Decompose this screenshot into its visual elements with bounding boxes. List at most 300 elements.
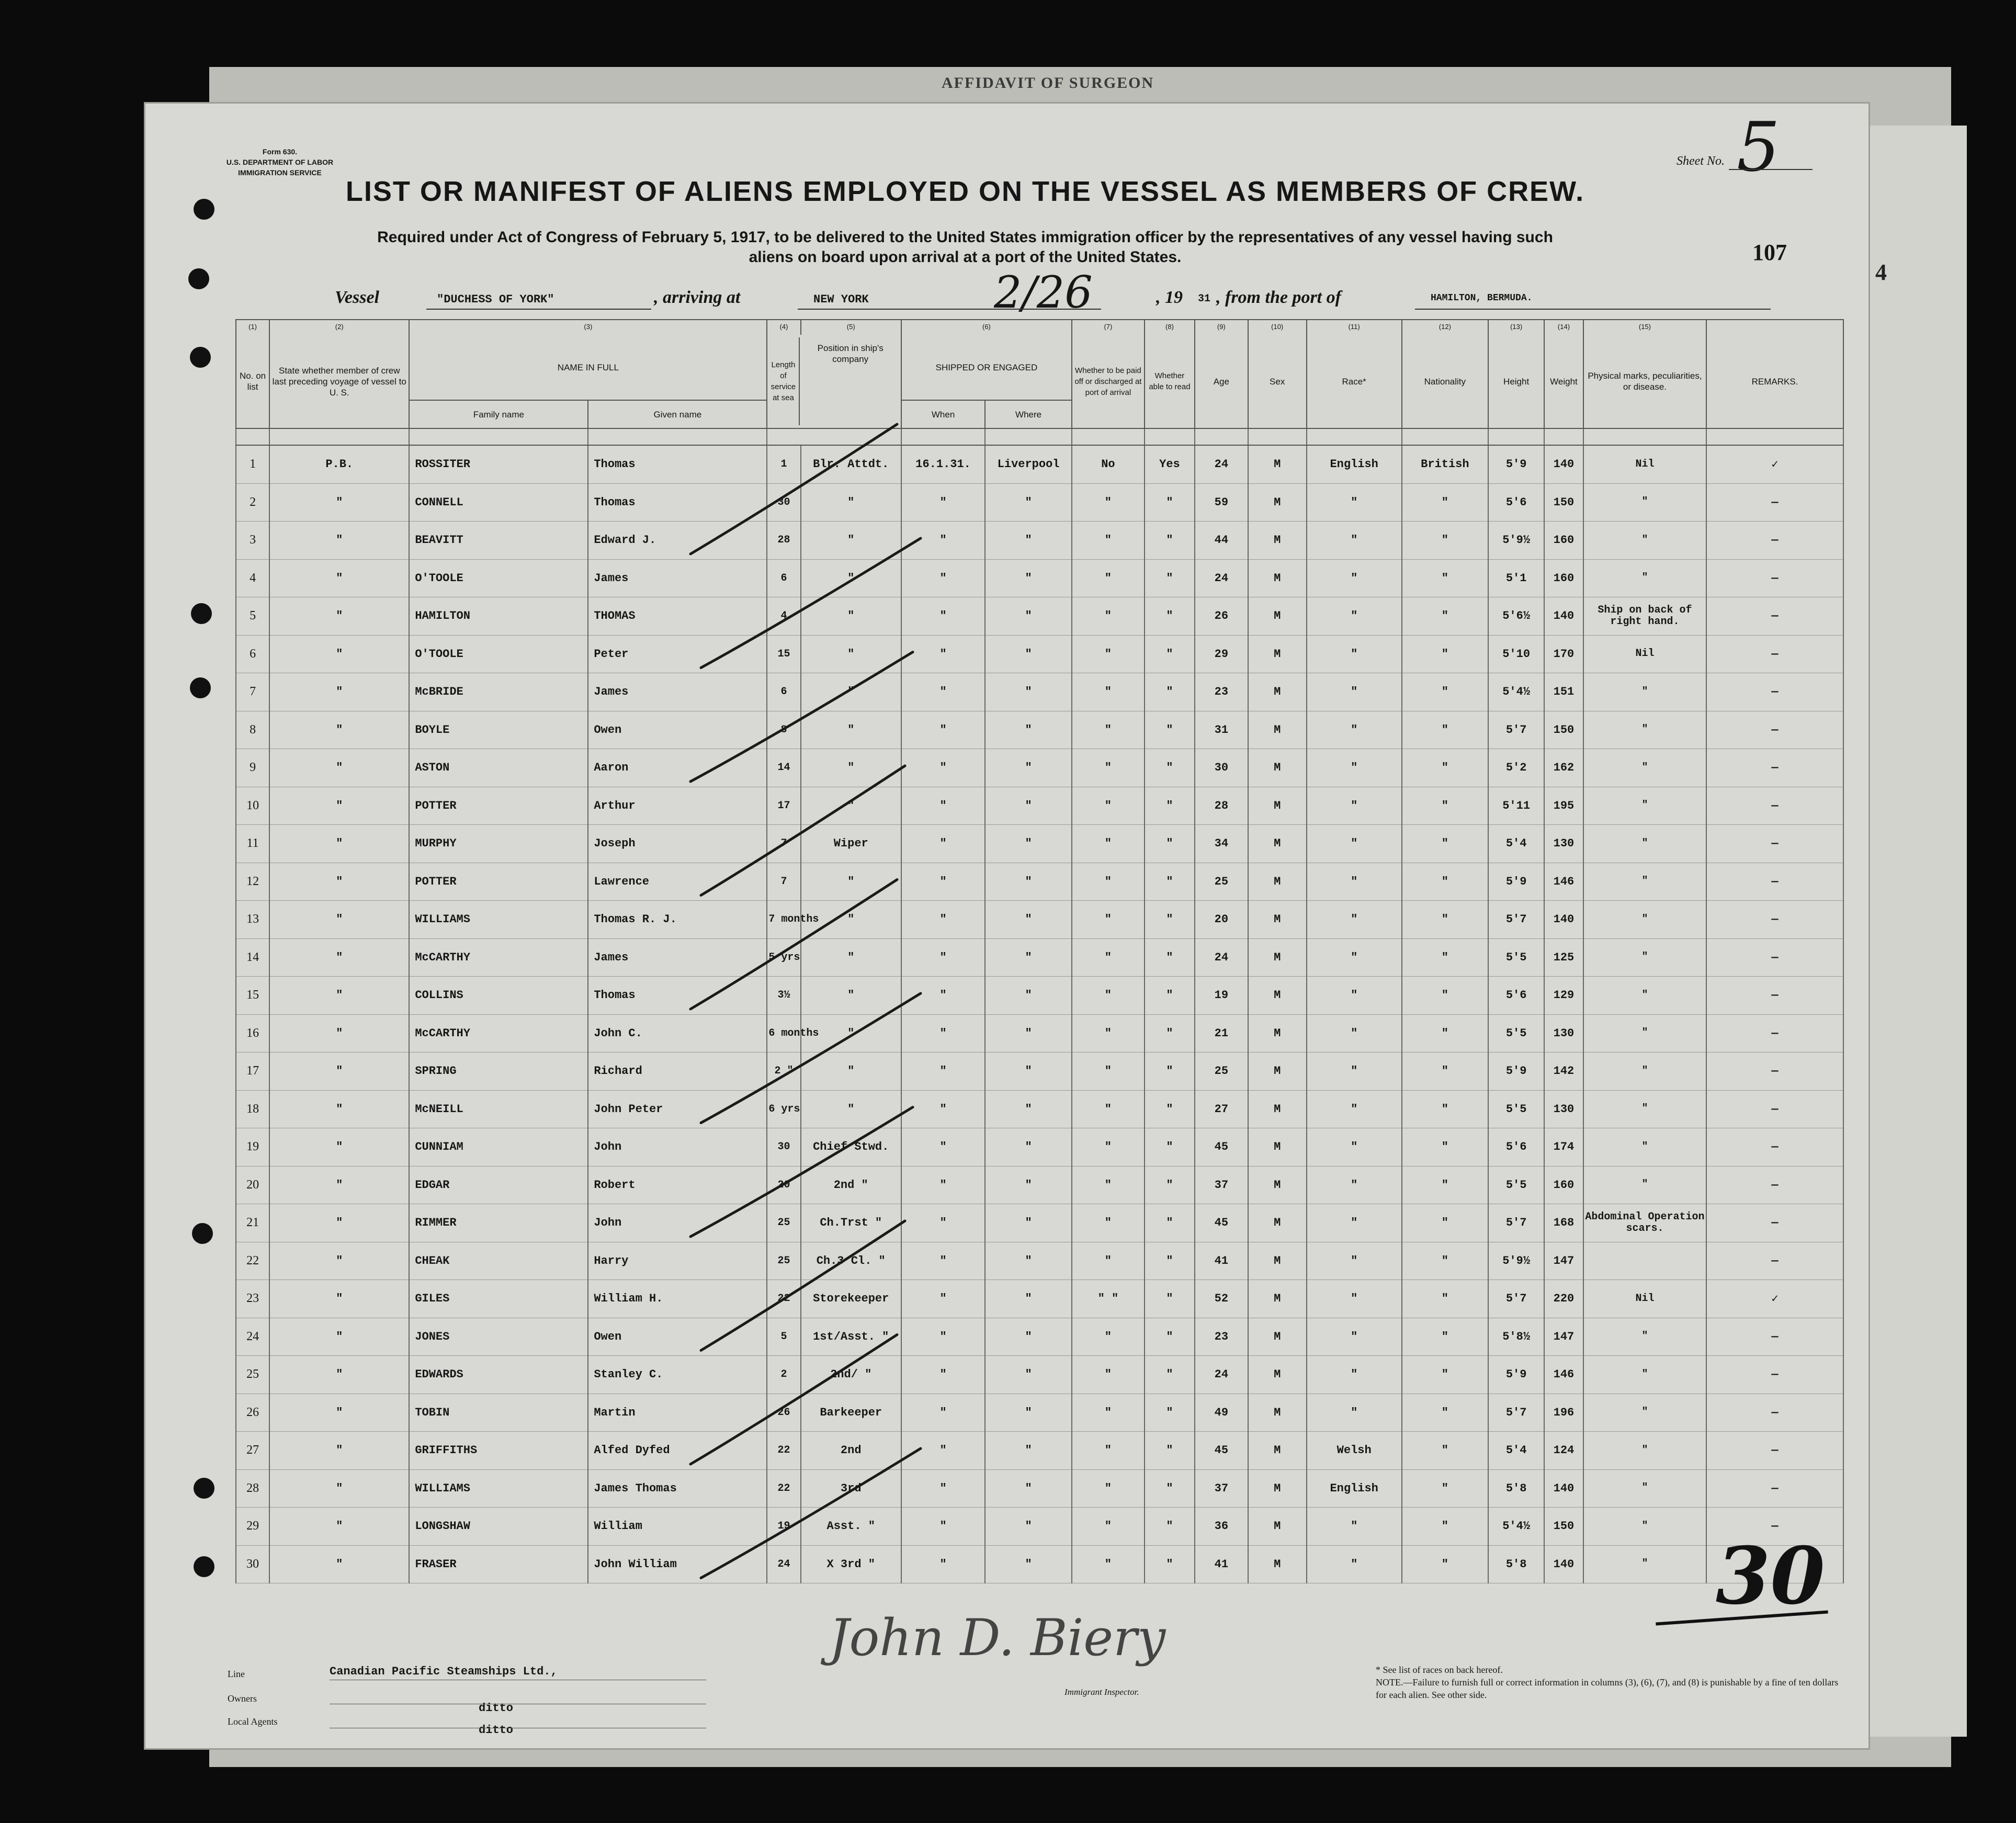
table-row	[236, 711, 1843, 749]
col-num-9: (9)	[1195, 320, 1248, 335]
underlying-page-header: AFFIDAVIT OF SURGEON	[942, 74, 1154, 92]
cell-remarks: —	[1706, 1318, 1843, 1356]
cell-read: "	[1145, 787, 1195, 825]
cell-read: "	[1145, 977, 1195, 1015]
cell-no: 8	[236, 711, 269, 749]
sheet-number-label: Sheet No.	[1677, 154, 1725, 168]
cell-race: English	[1307, 445, 1402, 483]
cell-length: 7	[767, 825, 800, 863]
service-name: IMMIGRATION SERVICE	[238, 168, 322, 177]
cell-weight: 130	[1544, 825, 1583, 863]
cell-read: "	[1145, 522, 1195, 560]
cell-where: "	[985, 1014, 1072, 1052]
cell-where: "	[985, 863, 1072, 901]
col-num-12: (12)	[1402, 320, 1489, 335]
cell-where: "	[985, 483, 1072, 522]
cell-given: Thomas	[588, 977, 767, 1015]
cell-weight: 130	[1544, 1014, 1583, 1052]
cell-paid: "	[1072, 559, 1145, 597]
cell-weight: 160	[1544, 522, 1583, 560]
cell-where: "	[985, 1204, 1072, 1242]
header-age: Age	[1195, 335, 1248, 428]
cell-physical: "	[1583, 977, 1706, 1015]
local-agents-value: ditto	[479, 1724, 514, 1737]
cell-race: "	[1307, 522, 1402, 560]
cell-no: 30	[236, 1545, 269, 1583]
cell-paid: "	[1072, 1204, 1145, 1242]
cell-no: 4	[236, 559, 269, 597]
col-num-remarks	[1706, 320, 1843, 335]
cell-where: "	[985, 711, 1072, 749]
cell-race: "	[1307, 673, 1402, 711]
cell-sex: M	[1248, 863, 1307, 901]
cell-physical: "	[1583, 559, 1706, 597]
header-race: Race*	[1307, 335, 1402, 428]
gap-cell	[1307, 428, 1402, 445]
cell-nationality: "	[1402, 1128, 1489, 1167]
cell-position: 3rd	[801, 1469, 901, 1508]
cell-sex: M	[1248, 559, 1307, 597]
punch-hole	[194, 1478, 214, 1499]
cell-state: "	[269, 1508, 409, 1546]
cell-family: POTTER	[409, 787, 588, 825]
cell-age: 24	[1195, 938, 1248, 977]
cell-remarks: —	[1706, 787, 1843, 825]
cell-height: 5'4½	[1488, 673, 1544, 711]
cell-race: Welsh	[1307, 1432, 1402, 1470]
cell-sex: M	[1248, 1508, 1307, 1546]
cell-where: "	[985, 522, 1072, 560]
header-length-position	[767, 335, 901, 428]
header-sex: Sex	[1248, 335, 1307, 428]
cell-read: "	[1145, 483, 1195, 522]
cell-age: 52	[1195, 1280, 1248, 1318]
cell-where: "	[985, 749, 1072, 787]
from-port-label: , from the port of	[1216, 288, 1341, 307]
cell-given: James	[588, 938, 767, 977]
cell-age: 23	[1195, 673, 1248, 711]
cell-state: "	[269, 1242, 409, 1280]
cell-length: 30	[767, 483, 800, 522]
table-row	[236, 1394, 1843, 1432]
cell-nationality: "	[1402, 901, 1489, 939]
cell-nationality: British	[1402, 445, 1489, 483]
cell-length: 28	[767, 522, 800, 560]
cell-where: "	[985, 938, 1072, 977]
cell-when: "	[901, 825, 985, 863]
cell-where: "	[985, 901, 1072, 939]
cell-remarks: —	[1706, 1242, 1843, 1280]
cell-age: 37	[1195, 1469, 1248, 1508]
vessel-name: "DUCHESS OF YORK"	[437, 293, 554, 306]
vessel-underline	[426, 309, 651, 310]
cell-length: 6 months	[767, 1014, 800, 1052]
cell-length: 25	[767, 1242, 800, 1280]
vessel-label: Vessel	[335, 288, 379, 307]
header-length-of-service: Length of service at sea	[767, 337, 800, 425]
table-row	[236, 1508, 1843, 1546]
cell-nationality: "	[1402, 522, 1489, 560]
cell-paid: "	[1072, 749, 1145, 787]
cell-when: "	[901, 673, 985, 711]
cell-sex: M	[1248, 749, 1307, 787]
col-num-15: (15)	[1583, 320, 1706, 335]
cell-when: "	[901, 635, 985, 673]
cell-where: "	[985, 635, 1072, 673]
cell-paid: "	[1072, 1356, 1145, 1394]
manifest-subtitle	[316, 228, 1614, 267]
gap-cell	[1402, 428, 1489, 445]
cell-state: "	[269, 825, 409, 863]
cell-read: "	[1145, 1090, 1195, 1128]
cell-state: "	[269, 1394, 409, 1432]
cell-weight: 125	[1544, 938, 1583, 977]
cell-remarks: —	[1706, 597, 1843, 636]
cell-where: "	[985, 1052, 1072, 1091]
header-physical-marks: Physical marks, peculiarities, or disease.	[1583, 335, 1706, 428]
cell-race: "	[1307, 1128, 1402, 1167]
cell-sex: M	[1248, 1432, 1307, 1470]
cell-age: 31	[1195, 711, 1248, 749]
cell-family: McBRIDE	[409, 673, 588, 711]
cell-nationality: "	[1402, 673, 1489, 711]
cell-family: BOYLE	[409, 711, 588, 749]
arrival-date: 2/26	[994, 267, 1093, 318]
cell-age: 34	[1195, 825, 1248, 863]
cell-sex: M	[1248, 901, 1307, 939]
cell-state: "	[269, 1280, 409, 1318]
cell-age: 24	[1195, 1356, 1248, 1394]
cell-race: "	[1307, 1090, 1402, 1128]
cell-read: "	[1145, 938, 1195, 977]
cell-length: 17	[767, 787, 800, 825]
cell-family: GILES	[409, 1280, 588, 1318]
col-num-3: (3)	[409, 320, 767, 335]
cell-weight: 195	[1544, 787, 1583, 825]
cell-height: 5'9	[1488, 863, 1544, 901]
cell-when: "	[901, 1545, 985, 1583]
cell-no: 27	[236, 1432, 269, 1470]
cell-weight: 130	[1544, 1090, 1583, 1128]
gap-cell	[409, 428, 588, 445]
cell-read: "	[1145, 1204, 1195, 1242]
cell-length: 7	[767, 863, 800, 901]
cell-given: James	[588, 673, 767, 711]
cell-paid: "	[1072, 1394, 1145, 1432]
table-row	[236, 1014, 1843, 1052]
cell-paid: "	[1072, 1090, 1145, 1128]
cell-length: 5 yrs	[767, 938, 800, 977]
arriving-port: NEW YORK	[813, 293, 869, 306]
cell-length: 20	[767, 1166, 800, 1204]
cell-weight: 220	[1544, 1280, 1583, 1318]
manifest-sheet	[144, 102, 1870, 1750]
cell-sex: M	[1248, 483, 1307, 522]
header-height: Height	[1488, 335, 1544, 428]
cell-no: 17	[236, 1052, 269, 1091]
cell-sex: M	[1248, 1242, 1307, 1280]
cell-when: "	[901, 1052, 985, 1091]
cell-weight: 140	[1544, 1469, 1583, 1508]
cell-state: "	[269, 1052, 409, 1091]
cell-sex: M	[1248, 1356, 1307, 1394]
cell-where: "	[985, 1280, 1072, 1318]
cell-paid: "	[1072, 977, 1145, 1015]
cell-read: "	[1145, 863, 1195, 901]
cell-race: "	[1307, 787, 1402, 825]
cell-family: WILLIAMS	[409, 901, 588, 939]
cell-when: "	[901, 711, 985, 749]
cell-where: "	[985, 1469, 1072, 1508]
cell-race: "	[1307, 559, 1402, 597]
cell-read: "	[1145, 1242, 1195, 1280]
cell-position: "	[801, 938, 901, 977]
cell-remarks: —	[1706, 711, 1843, 749]
cell-age: 24	[1195, 559, 1248, 597]
cell-race: "	[1307, 1166, 1402, 1204]
cell-read: "	[1145, 749, 1195, 787]
cell-position: "	[801, 673, 901, 711]
cell-given: Aaron	[588, 749, 767, 787]
cell-nationality: "	[1402, 1090, 1489, 1128]
cell-position: "	[801, 749, 901, 787]
subtitle-line-2: aliens on board upon arrival at a port of the United States.	[749, 248, 1182, 266]
cell-sex: M	[1248, 635, 1307, 673]
col-num-8: (8)	[1145, 320, 1195, 335]
cell-no: 3	[236, 522, 269, 560]
cell-age: 45	[1195, 1432, 1248, 1470]
cell-when: "	[901, 1394, 985, 1432]
cell-position: 2nd	[801, 1432, 901, 1470]
cell-read: "	[1145, 559, 1195, 597]
cell-weight: 150	[1544, 483, 1583, 522]
cell-no: 28	[236, 1469, 269, 1508]
cell-when: "	[901, 1469, 985, 1508]
cell-length: 22	[767, 1280, 800, 1318]
cell-weight: 142	[1544, 1052, 1583, 1091]
cell-state: "	[269, 1469, 409, 1508]
cell-sex: M	[1248, 787, 1307, 825]
gap-cell	[1544, 428, 1583, 445]
cell-position: "	[801, 559, 901, 597]
cell-family: JONES	[409, 1318, 588, 1356]
cell-given: James Thomas	[588, 1469, 767, 1508]
cell-length: 1	[767, 445, 800, 483]
cell-where: "	[985, 1318, 1072, 1356]
cell-where: "	[985, 1545, 1072, 1583]
cell-physical: "	[1583, 1052, 1706, 1091]
cell-remarks: —	[1706, 483, 1843, 522]
cell-physical: "	[1583, 825, 1706, 863]
cell-nationality: "	[1402, 938, 1489, 977]
cell-height: 5'9½	[1488, 1242, 1544, 1280]
cell-paid: "	[1072, 1166, 1145, 1204]
cell-physical: Ship on back of right hand.	[1583, 597, 1706, 636]
cell-paid: "	[1072, 825, 1145, 863]
cell-no: 7	[236, 673, 269, 711]
cell-state: "	[269, 483, 409, 522]
cell-sex: M	[1248, 1280, 1307, 1318]
cell-paid: "	[1072, 673, 1145, 711]
cell-paid: "	[1072, 522, 1145, 560]
cell-height: 5'9½	[1488, 522, 1544, 560]
col-num-5: (5)	[801, 320, 901, 335]
cell-given: Peter	[588, 635, 767, 673]
cell-where: "	[985, 1432, 1072, 1470]
cell-state: "	[269, 673, 409, 711]
cell-where: "	[985, 977, 1072, 1015]
cell-length: 6 yrs	[767, 1090, 800, 1128]
cell-sex: M	[1248, 1090, 1307, 1128]
cell-sex: M	[1248, 1318, 1307, 1356]
cell-height: 5'9	[1488, 445, 1544, 483]
cell-family: EDWARDS	[409, 1356, 588, 1394]
cell-physical: "	[1583, 938, 1706, 977]
gap-cell	[1248, 428, 1307, 445]
cell-height: 5'11	[1488, 787, 1544, 825]
cell-paid: "	[1072, 1014, 1145, 1052]
cell-state: "	[269, 863, 409, 901]
cell-physical: "	[1583, 1318, 1706, 1356]
footer-note	[1376, 1663, 1847, 1701]
cell-sex: M	[1248, 1469, 1307, 1508]
cell-nationality: "	[1402, 483, 1489, 522]
table-row	[236, 1280, 1843, 1318]
cell-age: 20	[1195, 901, 1248, 939]
page-number: 107	[1752, 240, 1787, 265]
header-position: Position in ship's company	[817, 343, 884, 364]
cell-height: 5'8½	[1488, 1318, 1544, 1356]
cell-family: BEAVITT	[409, 522, 588, 560]
punch-hole	[192, 1223, 213, 1244]
table-row	[236, 938, 1843, 977]
col-num-10: (10)	[1248, 320, 1307, 335]
cell-physical: "	[1583, 1394, 1706, 1432]
table-row	[236, 635, 1843, 673]
table-row	[236, 1090, 1843, 1128]
cell-where: "	[985, 1508, 1072, 1546]
cell-remarks: —	[1706, 749, 1843, 787]
cell-height: 5'5	[1488, 1014, 1544, 1052]
year-prefix: , 19	[1156, 288, 1183, 307]
cell-weight: 160	[1544, 559, 1583, 597]
cell-family: McCARTHY	[409, 1014, 588, 1052]
inspector-label: Immigrant Inspector.	[1064, 1687, 1139, 1697]
cell-race: "	[1307, 597, 1402, 636]
punch-hole	[190, 347, 211, 368]
cell-height: 5'10	[1488, 635, 1544, 673]
cell-read: "	[1145, 1128, 1195, 1167]
cell-nationality: "	[1402, 1545, 1489, 1583]
cell-weight: 168	[1544, 1204, 1583, 1242]
cell-no: 1	[236, 445, 269, 483]
cell-given: John	[588, 1204, 767, 1242]
cell-read: "	[1145, 1545, 1195, 1583]
cell-length: 22	[767, 1469, 800, 1508]
cell-age: 41	[1195, 1242, 1248, 1280]
gap-cell	[901, 428, 985, 445]
cell-where: "	[985, 1356, 1072, 1394]
cell-height: 5'9	[1488, 1356, 1544, 1394]
cell-remarks: —	[1706, 863, 1843, 901]
cell-age: 37	[1195, 1166, 1248, 1204]
gap-cell	[985, 428, 1072, 445]
cell-where: Liverpool	[985, 445, 1072, 483]
cell-nationality: "	[1402, 559, 1489, 597]
cell-race: "	[1307, 1394, 1402, 1432]
cell-read: "	[1145, 1280, 1195, 1318]
cell-family: FRASER	[409, 1545, 588, 1583]
cell-given: Arthur	[588, 787, 767, 825]
cell-height: 5'6½	[1488, 597, 1544, 636]
table-row	[236, 863, 1843, 901]
punch-hole	[194, 1556, 214, 1577]
cell-family: EDGAR	[409, 1166, 588, 1204]
cell-state: "	[269, 749, 409, 787]
cell-family: McNEILL	[409, 1090, 588, 1128]
punch-hole	[188, 268, 209, 289]
cell-remarks: —	[1706, 1052, 1843, 1091]
gap-cell	[1145, 428, 1195, 445]
cell-length: 6	[767, 559, 800, 597]
cell-family: LONGSHAW	[409, 1508, 588, 1546]
col-num-4: (4)	[767, 320, 800, 335]
cell-age: 29	[1195, 635, 1248, 673]
cell-height: 5'4	[1488, 825, 1544, 863]
cell-nationality: "	[1402, 635, 1489, 673]
cell-position: 1st/Asst. "	[801, 1318, 901, 1356]
cell-race: "	[1307, 825, 1402, 863]
cell-position: "	[801, 901, 901, 939]
cell-nationality: "	[1402, 749, 1489, 787]
cell-when: "	[901, 977, 985, 1015]
cell-weight: 196	[1544, 1394, 1583, 1432]
cell-paid: "	[1072, 1508, 1145, 1546]
gap-cell	[1195, 428, 1248, 445]
table-row	[236, 1432, 1843, 1470]
cell-weight: 160	[1544, 1166, 1583, 1204]
cell-race: "	[1307, 1052, 1402, 1091]
from-port: HAMILTON, BERMUDA.	[1431, 293, 1533, 303]
header-shipped-engaged: SHIPPED OR ENGAGED	[901, 335, 1072, 400]
cell-read: "	[1145, 635, 1195, 673]
cell-physical: "	[1583, 863, 1706, 901]
cell-physical: "	[1583, 901, 1706, 939]
cell-weight: 151	[1544, 673, 1583, 711]
header-where: Where	[985, 400, 1072, 428]
cell-nationality: "	[1402, 1204, 1489, 1242]
cell-given: Alfed Dyfed	[588, 1432, 767, 1470]
cell-age: 25	[1195, 863, 1248, 901]
cell-race: "	[1307, 1204, 1402, 1242]
cell-no: 23	[236, 1280, 269, 1318]
year-suffix: 31	[1198, 293, 1211, 305]
cell-when: "	[901, 1242, 985, 1280]
cell-paid: "	[1072, 635, 1145, 673]
cell-paid: "	[1072, 1545, 1145, 1583]
cell-weight: 170	[1544, 635, 1583, 673]
cell-nationality: "	[1402, 977, 1489, 1015]
cell-no: 12	[236, 863, 269, 901]
cell-when: "	[901, 787, 985, 825]
cell-state: "	[269, 1432, 409, 1470]
arriving-label: , arriving at	[654, 288, 741, 307]
cell-state: "	[269, 977, 409, 1015]
cell-physical: "	[1583, 1508, 1706, 1546]
cell-position: Ch.Trst "	[801, 1204, 901, 1242]
gap-cell	[767, 428, 901, 445]
cell-position: Ch.3 Cl. "	[801, 1242, 901, 1280]
